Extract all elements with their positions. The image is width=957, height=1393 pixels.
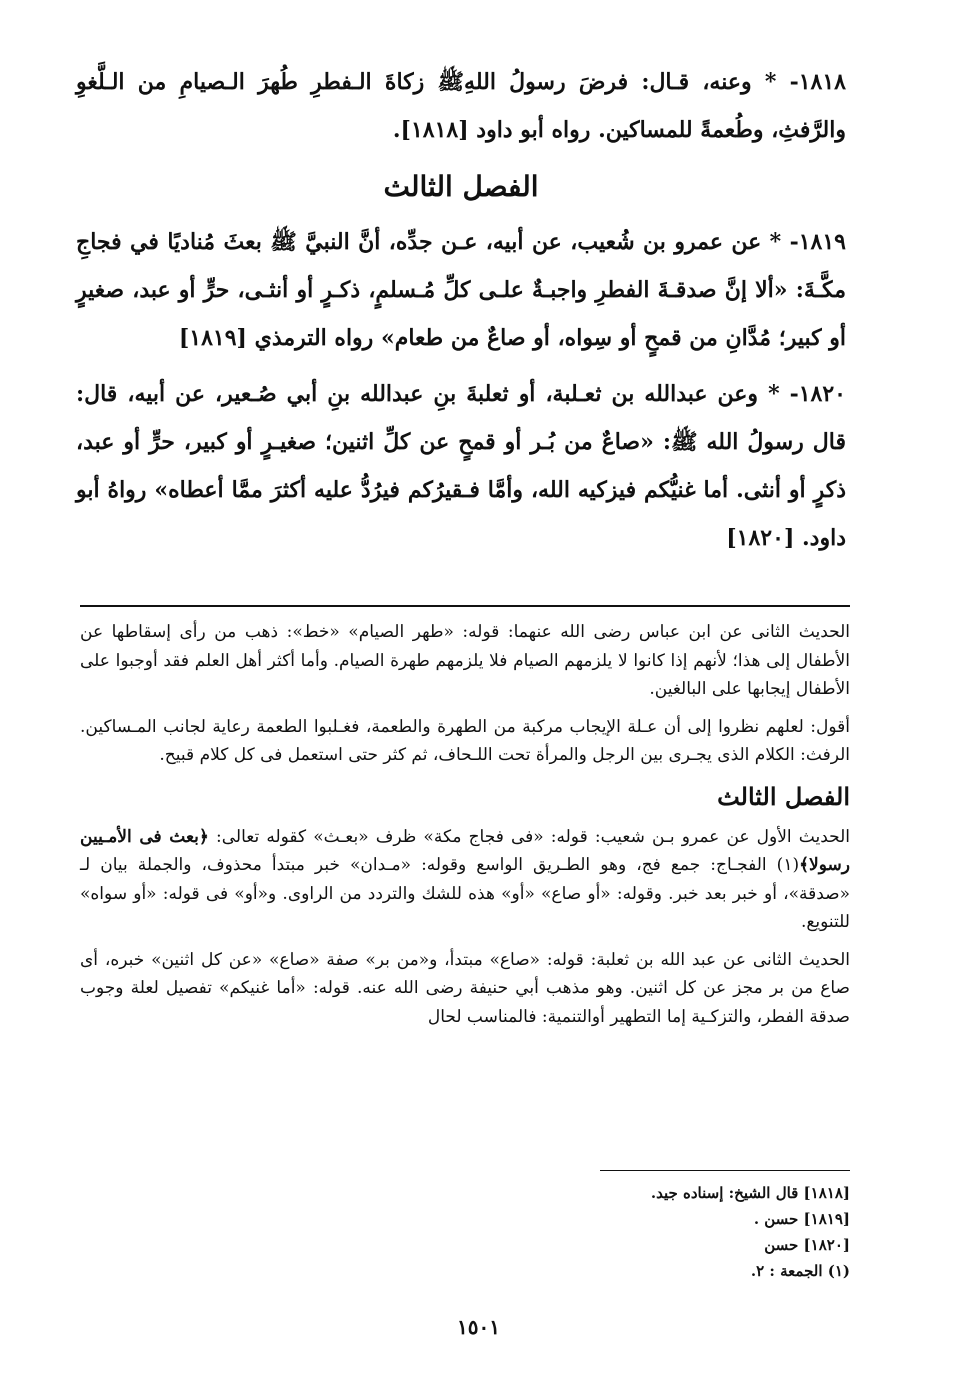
footnote: [١٨١٨] قال الشيخ: إسناده جيد. [650,1184,850,1202]
commentary-subheading: الفصل الثالث [717,781,850,811]
quran-quote: ﴿بعث فى الأمـيين رسولا﴾ [80,826,850,875]
section-heading: الفصل الثالث [383,170,539,203]
commentary-paragraph: أقول: لعلهم نظروا إلى أن عـلة الإيجاب مركبة من الطهرة والطعمة، فغـلبوا الطعمة رعاية لجانب المـساكين. الرفث: الكلام الذى يجـرى بين الرجل والمرأة تحت اللـحاف، ثم كثر حتى استعمل فى كل كلام قبيح. [80,716,850,765]
footnote: [١٨١٩] حسن . [753,1210,850,1228]
commentary-section [80,618,850,1040]
commentary-paragraph: الحديث الثانى عن عبد الله بن ثعلبة: قوله: «صاع» مبتدأ، و«من بر» صفة «صاع» «عن كل اثنين» خبره، أى صاع من بر مجز عن كل اثنين. وهو مذهب أبي حنيفة رضى الله عنه. قوله: «أما غنيكم» تفصيل لعلة وجوب صدقة الفطر، والتزكـية إما التطهير أوالتنمية: فالمناسب لحال [80,949,850,1027]
hadith-1818: ١٨١٨- * وعنه، قـال: فرضَ رسولُ اللهِﷺ زكاةَ الـفطرِ طُهرَ الـصيامِ من الـلَّغوِ والرَّفثِ، وطُعمةً للمساكين. رواه أبو داود [١٨١٨]. [76,69,846,143]
hadith-1820: ١٨٢٠- * وعن عبدالله بن ثعـلبة، أو ثعلبةَ بنِ عبدالله بنِ أبي صُـعير، عن أبيه، قال: قال رسولُ الله ﷺ: «صاعٌ من بُـر أو قمحٍ عن كلِّ اثنين؛ صغيـرٍ أو كبير، حرٍّ أو عبد، ذكرٍ أو أنثى. أما غنيُّكم فيزكيه الله، وأمَّا فـقيرُكم فيرُدُّ عليه أكثرَ ممَّا أعطاه» رواهُ أبو داود. [١٨٢٠] [76,381,846,551]
hadith-1819: ١٨١٩- * عن عمرو بن شُعيب، عن أبيه، عـن جدِّه، أنَّ النبيَّ ﷺ بعثَ مُناديًا في فجاجِ مكَّـةَ: «ألا إنَّ صدقـةَ الفطرِ واجبـةٌ علـى كلِّ مُـسلمٍ، ذكـرٍ أو أنثـى، حرٍّ أو عبد، صغيرٍ أو كبير؛ مُدَّانِ من قمحٍ أو سِواه، أو صاعٌ من طعام» رواه الترمذي [١٨١٩] [76,229,846,351]
commentary-paragraph [80,823,850,937]
footnote-divider [600,1170,850,1171]
hadith-text-section [76,58,846,570]
section-divider [80,605,850,607]
commentary-paragraph: الحديث الثانى عن ابن عباس رضى الله عنهما: قوله: «طهر الصيام» «خط»: ذهب من رأى إسقاطها عن الأطفال إلى هذا؛ لأنهم إذا كانوا لا يلزمهم الصيام فلا يلزمهم طهرة الصيام. وأما أكثر أهل العلم فقد أوجبوا على الأطفال إيجابها على البالغين. [80,622,850,699]
footnotes [560,1180,850,1284]
footnote: [١٨٢٠] حسن [764,1236,850,1254]
page-number: ١٥٠١ [457,1315,500,1339]
commentary-text: الحديث الأول عن عمرو بـن شعيب: قوله: «فى فجاج مكة» ظرف «بعـث» كقوله تعالى: [208,826,850,847]
commentary-text: (١) الفجـاج: جمع فج، وهو الطـريق الواسع وقوله: «مـدان» خبر مبتدأ محذوف، والجملة بيان لـ «صدقة»، أو خبر بعد خبر. وقوله: «أو صاع» «أو» هذه للشك والتردد من الراوى. و«أو» فى قوله: «أو سواه» للتنويع. [80,855,850,932]
footnote: (١) الجمعة : ٢. [750,1262,850,1280]
